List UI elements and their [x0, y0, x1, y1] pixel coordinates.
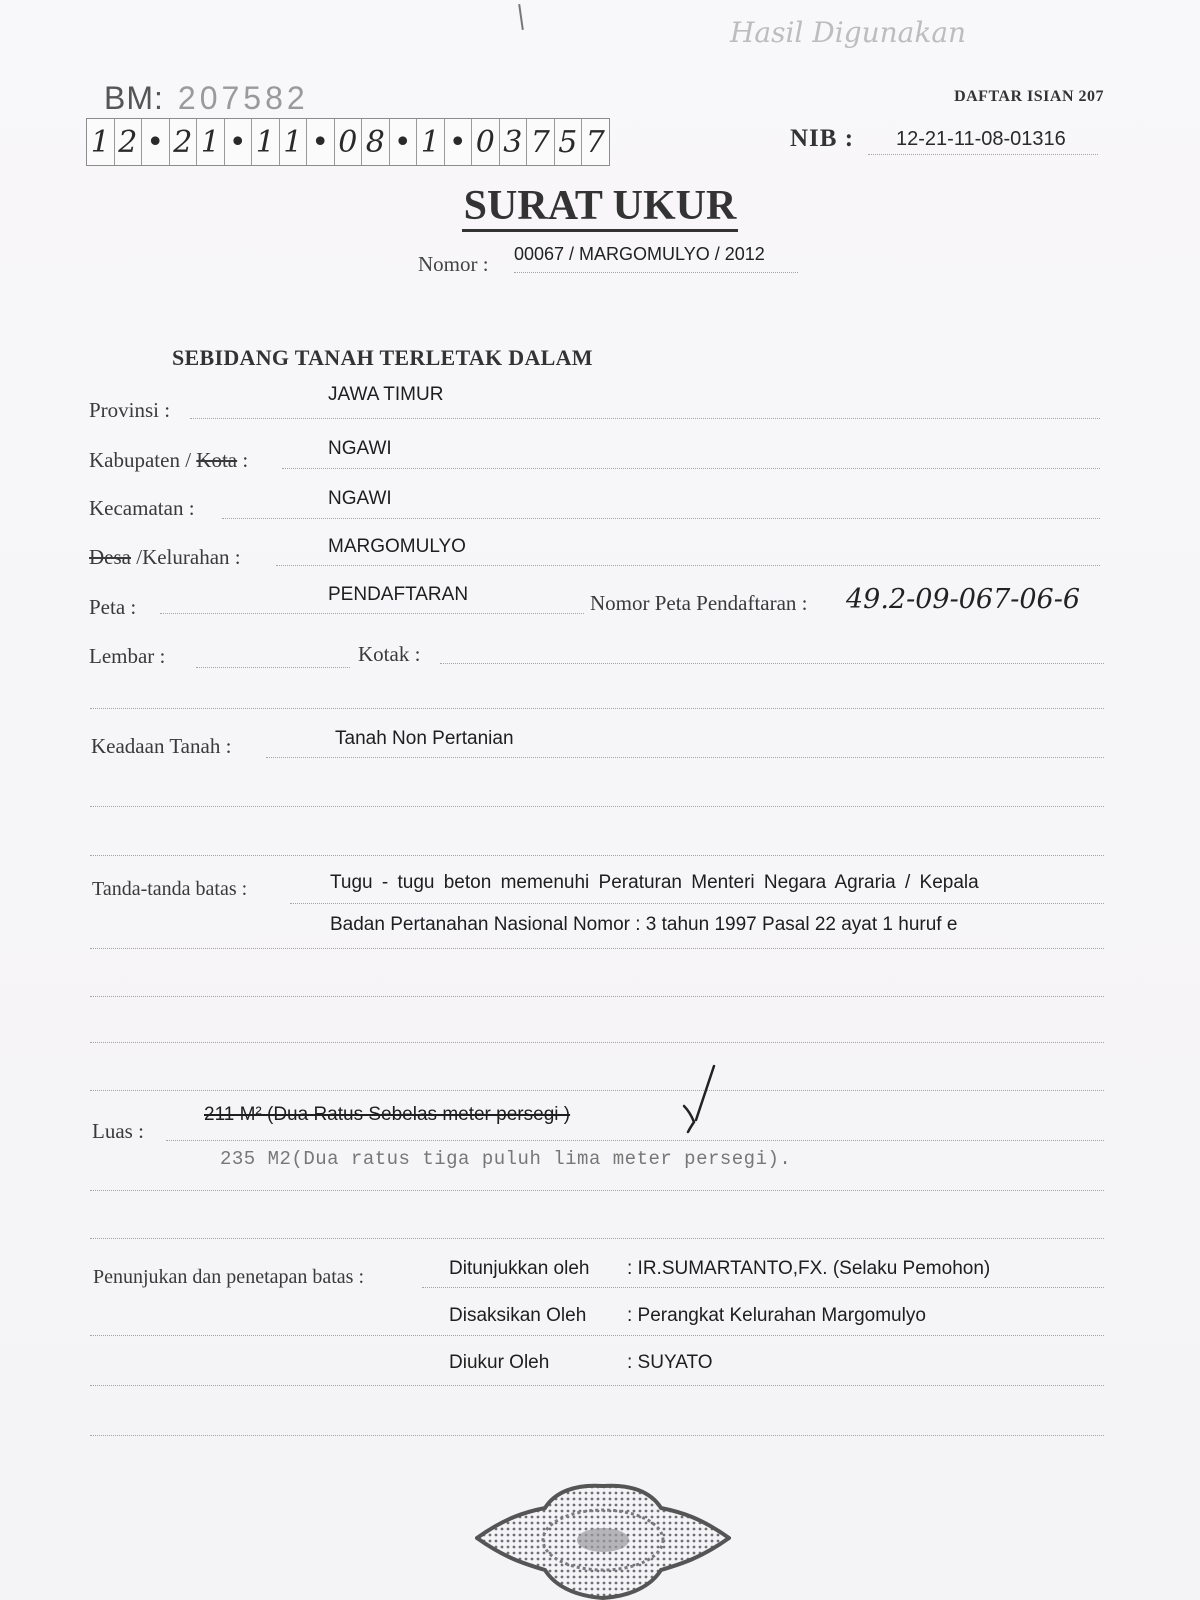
kabupaten-value: NGAWI: [328, 438, 392, 459]
nib-rule: [868, 154, 1098, 155]
diukur-key: Diukur Oleh: [449, 1352, 550, 1373]
code-box: •: [307, 119, 335, 165]
code-box: 0: [335, 119, 363, 165]
rule-line: [166, 1140, 1104, 1141]
nomor-peta-value: 49.2-09-067-06-6: [846, 584, 1081, 615]
section-heading: SEBIDANG TANAH TERLETAK DALAM: [172, 345, 593, 370]
security-seal-icon: [475, 1478, 731, 1600]
rule-line: [190, 418, 1100, 419]
code-box: 2: [115, 119, 143, 165]
tanda-line-1: Tugu - tugu beton memenuhi Peraturan Menteri Negara Agraria / Kepala: [330, 872, 979, 893]
rule-line: [90, 948, 1104, 949]
disaksikan-value: : Perangkat Kelurahan Margomulyo: [627, 1305, 926, 1326]
kabupaten-text: Kabupaten /: [89, 448, 197, 472]
rule-line: [196, 667, 350, 668]
code-box: 7: [527, 119, 555, 165]
nomor-value: 00067 / MARGOMULYO / 2012: [514, 244, 765, 264]
code-box: 1: [252, 119, 280, 165]
rule-line: [90, 708, 1104, 709]
rule-line: [160, 613, 584, 614]
rule-line: [90, 855, 1104, 856]
code-box: 8: [362, 119, 390, 165]
nomor-label: Nomor :: [418, 252, 489, 276]
ditunjukkan-key: Ditunjukkan oleh: [449, 1258, 590, 1279]
nib-label: NIB :: [790, 125, 855, 152]
diukur-value: : SUYATO: [627, 1352, 713, 1373]
kabupaten-label: [89, 448, 248, 473]
code-box: •: [225, 119, 253, 165]
rule-line: [90, 806, 1104, 807]
kabupaten-colon: :: [237, 448, 249, 472]
parcel-code-boxes: [86, 118, 610, 166]
luas-corrected-value: 235 M2(Dua ratus tiga puluh lima meter persegi).: [220, 1148, 792, 1170]
rule-line: [282, 468, 1100, 469]
rule-line: [290, 903, 1104, 904]
provinsi-label: Provinsi :: [89, 398, 171, 422]
nomor-rule: [514, 272, 798, 273]
handwritten-note: Hasil Digunakan: [730, 16, 967, 49]
tanda-label: Tanda-tanda batas :: [92, 878, 248, 900]
code-box: •: [445, 119, 473, 165]
rule-line: [90, 1190, 1104, 1191]
rule-line: [90, 1238, 1104, 1239]
code-box: 7: [585, 124, 605, 160]
disaksikan-key: Disaksikan Oleh: [449, 1305, 587, 1326]
code-box: •: [142, 119, 170, 165]
kelurahan-label: [89, 545, 241, 570]
bm-value: 207582: [177, 80, 309, 116]
code-box: 1: [417, 119, 445, 165]
code-box: 2: [170, 119, 198, 165]
bm-label: BM:: [104, 80, 164, 116]
rule-line: [90, 1090, 1104, 1091]
peta-label: Peta :: [89, 595, 137, 619]
bm-number: [104, 80, 309, 117]
rule-line: [266, 757, 1104, 758]
code-box: •: [390, 119, 418, 165]
kelurahan-value: MARGOMULYO: [328, 536, 466, 557]
title-text: SURAT UKUR: [462, 183, 739, 232]
rule-line: [90, 1335, 1104, 1336]
rule-line: [422, 1287, 1104, 1288]
form-name: DAFTAR ISIAN 207: [954, 88, 1104, 105]
lembar-label: Lembar :: [89, 644, 166, 668]
nomor-peta-label: Nomor Peta Pendaftaran :: [590, 591, 808, 615]
rule-line: [440, 663, 1104, 664]
rule-line: [276, 565, 1100, 566]
code-box: 1: [280, 119, 308, 165]
rule-line: [90, 1385, 1104, 1386]
kota-struck: Kota: [196, 448, 238, 472]
peta-value: PENDAFTARAN: [328, 584, 469, 605]
rule-line: [222, 518, 1100, 519]
page-title: [0, 182, 1200, 230]
code-box: 1: [87, 119, 115, 165]
code-box: 1: [197, 119, 225, 165]
luas-struck-value: 211 M² (Dua Ratus Sebelas meter persegi ): [204, 1104, 571, 1125]
pen-mark: [518, 4, 524, 30]
rule-line: [90, 1042, 1104, 1043]
kecamatan-label: Kecamatan :: [89, 496, 195, 520]
code-box: 5: [555, 119, 583, 165]
kelurahan-text: /Kelurahan :: [130, 545, 241, 569]
desa-struck: Desa: [89, 545, 131, 569]
nib-value: 12-21-11-08-01316: [896, 128, 1066, 150]
rule-line: [90, 996, 1104, 997]
provinsi-value: JAWA TIMUR: [328, 384, 444, 405]
kecamatan-value: NGAWI: [328, 488, 392, 509]
keadaan-label: Keadaan Tanah :: [91, 734, 232, 758]
code-box: 3: [500, 119, 528, 165]
ditunjukkan-value: : IR.SUMARTANTO,FX. (Selaku Pemohon): [627, 1258, 991, 1279]
checkmark-icon: [676, 1062, 726, 1140]
penunjukan-label: Penunjukan dan penetapan batas :: [93, 1266, 365, 1288]
rule-line: [90, 1435, 1104, 1436]
code-box: 0: [472, 119, 500, 165]
keadaan-value: Tanah Non Pertanian: [335, 728, 514, 749]
tanda-line-2: Badan Pertanahan Nasional Nomor : 3 tahun 1997 Pasal 22 ayat 1 huruf e: [330, 914, 958, 935]
kotak-label: Kotak :: [358, 642, 421, 666]
luas-label: Luas :: [92, 1119, 144, 1143]
